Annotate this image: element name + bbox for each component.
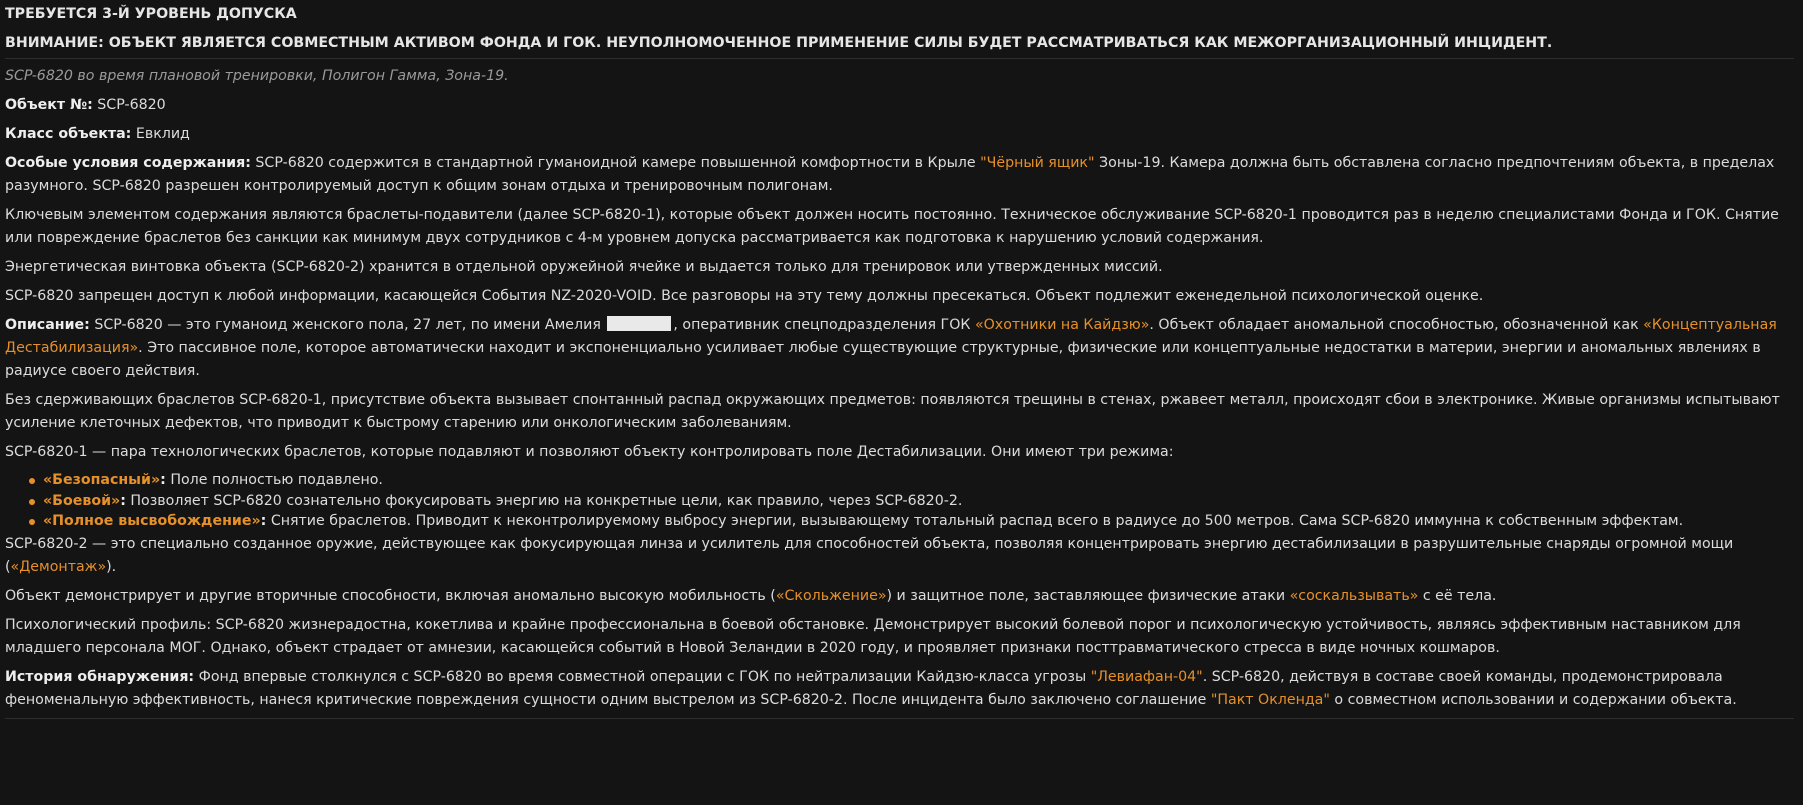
mode-colon: : bbox=[120, 492, 126, 509]
dismantle-link[interactable]: «Демонтаж» bbox=[10, 558, 107, 575]
object-class bbox=[5, 123, 1794, 146]
modes-list bbox=[5, 470, 1794, 532]
psych-profile: Психологический профиль: SCP-6820 жизнерадостна, кокетлива и крайне профессиональна в боевой обстановке. Демонстрирует высокий болевой порог и психологическую устойчивость, являясь эффективным наставником для младшего персонала МОГ. Однако, объект страдает от амнезии, касающейся событий в Новой Зеландии в 2020 году, и проявляет признаки посттравматического стресса в виде ночных кошмаров. bbox=[5, 616, 1741, 656]
mode-text: Поле полностью подавлено. bbox=[165, 472, 383, 488]
containment-procedures bbox=[5, 152, 1794, 198]
glide-link[interactable]: «Скольжение» bbox=[775, 587, 887, 604]
object-class-label: Класс объекта: bbox=[5, 126, 132, 142]
p5-text-a: Объект демонстрирует и другие вторичные способности, включая аномально высокую мобильность ( bbox=[5, 587, 776, 604]
p4-text-a: SCP-6820-2 — это специально созданное оружие, действующее как фокусирующая линза и усилитель для способностей объекта, позволяя концентрировать энергию дестабилизации в разрушительные снаряды огромной мощи ( bbox=[5, 535, 1734, 575]
item-number-label: Объект №: bbox=[5, 97, 93, 113]
description-text-b: , оперативник спецподразделения ГОК bbox=[673, 317, 975, 333]
mode-text: Позволяет SCP-6820 сознательно фокусировать энергию на конкретные цели, как правило, через SCP-6820-2. bbox=[125, 492, 963, 509]
discovery-history bbox=[5, 666, 1794, 712]
containment-text-a: SCP-6820 содержится в стандартной гуманоидной камере повышенной комфортности в Крыле bbox=[250, 155, 981, 171]
clearance-notice: ТРЕБУЕТСЯ 3-Й УРОВЕНЬ ДОПУСКА bbox=[5, 6, 297, 22]
p5-text-b: ) и защитное поле, заставляющее физические атаки bbox=[886, 587, 1290, 604]
object-class-value: Евклид bbox=[131, 126, 190, 142]
description-text-a: SCP-6820 — это гуманоид женского пола, 27 лет, по имени Амелия bbox=[89, 317, 606, 333]
auckland-pact-link[interactable]: "Пакт Окленда" bbox=[1210, 691, 1330, 708]
description-text-c: . Объект обладает аномальной способностью, обозначенной как bbox=[1149, 317, 1644, 333]
mode-full-release-link[interactable]: «Полное высвобождение» bbox=[43, 513, 261, 529]
description-text-d: . Это пассивное поле, которое автоматически находит и экспоненциально усиливает любые существующие структурные, физические или концептуальные недостатки в материи, энергии и аномальных явлениях в радиусе своего действия. bbox=[5, 340, 1761, 379]
discovery-text-b: . SCP-6820, действуя в составе своей команды, продемонстрировала феноменальную эффективность, нанеся критические повреждения сущности одним выстрелом из SCP-6820-2. После инцидента было заключено соглашение bbox=[5, 668, 1723, 708]
slide-off-link[interactable]: «соскальзывать» bbox=[1289, 587, 1419, 604]
containment-paragraph-2: Ключевым элементом содержания являются браслеты-подавители (далее SCP-6820-1), которые объект должен носить постоянно. Техническое обслуживание SCP-6820-1 проводится раз в неделю специалистами Фонда и ГОК. Снятие или повреждение браслетов без санкции как минимум двух сотрудников с 4-м уровнем допуска рассматривается как подготовка к нарушению условий содержания. bbox=[5, 207, 1779, 246]
list-item bbox=[43, 491, 1794, 512]
mode-text: Снятие браслетов. Приводит к неконтролируемому выбросу энергии, вызывающему тотальный распад всего в радиусе до 500 метров. Сама SCP-6820 иммунна к собственным эффектам. bbox=[266, 513, 1684, 529]
mode-colon: : bbox=[160, 472, 166, 488]
header-divider bbox=[5, 58, 1794, 59]
containment-label: Особые условия содержания: bbox=[5, 155, 251, 171]
description-label: Описание: bbox=[5, 317, 90, 333]
list-item bbox=[43, 511, 1794, 532]
p4-text-b: ). bbox=[106, 558, 117, 575]
mode-combat-link[interactable]: «Боевой» bbox=[43, 492, 121, 509]
description-paragraph-2: Без сдерживающих браслетов SCP-6820-1, присутствие объекта вызывает спонтанный распад окружающих предметов: появляются трещины в стенах, ржавеет металл, происходят сбои в электронике. Живые организмы испытывают усиление клеточных дефектов, что приводит к быстрому старению или онкологическим заболеваниям. bbox=[5, 392, 1780, 431]
description-paragraph-5 bbox=[5, 585, 1794, 608]
discovery-label: История обнаружения: bbox=[5, 668, 195, 685]
containment-paragraph-3: Энергетическая винтовка объекта (SCP-6820-2) хранится в отдельной оружейной ячейке и выдается только для тренировок или утвержденных миссий. bbox=[5, 259, 1163, 275]
mode-safe-link[interactable]: «Безопасный» bbox=[43, 472, 161, 488]
list-item bbox=[43, 470, 1794, 491]
item-number-value: SCP-6820 bbox=[92, 97, 166, 113]
footer-divider bbox=[5, 718, 1794, 719]
p5-text-c: с её тела. bbox=[1418, 587, 1497, 604]
item-number bbox=[5, 94, 1794, 117]
warning-notice: ВНИМАНИЕ: ОБЪЕКТ ЯВЛЯЕТСЯ СОВМЕСТНЫМ АКТИВОМ ФОНДА И ГОК. НЕУПОЛНОМОЧЕННОЕ ПРИМЕНЕНИЕ СИЛЫ БУДЕТ РАССМАТРИВАТЬСЯ КАК МЕЖОРГАНИЗАЦИОННЫЙ ИНЦИДЕНТ. bbox=[5, 35, 1553, 51]
discovery-text-c: о совместном использовании и содержании объекта. bbox=[1329, 691, 1737, 708]
description-paragraph-4 bbox=[5, 533, 1794, 579]
description-paragraph-3: SCP-6820-1 — пара технологических браслетов, которые подавляют и позволяют объекту контролировать поле Дестабилизации. Они имеют три режима: bbox=[5, 444, 1174, 460]
conceptual-destabilization-link[interactable]: «Концептуальная Дестабилизация» bbox=[5, 317, 1777, 356]
leviathan-link[interactable]: "Левиафан-04" bbox=[1090, 668, 1203, 685]
containment-text-b: Зоны-19. Камера должна быть обставлена согласно предпочтениям объекта, в пределах разумного. SCP-6820 разрешен контролируемый доступ к общим зонам отдыха и тренировочным полигонам. bbox=[5, 155, 1775, 194]
containment-paragraph-4: SCP-6820 запрещен доступ к любой информации, касающейся События NZ-2020-VOID. Все разговоры на эту тему должны пресекаться. Объект подлежит еженедельной психологической оценке. bbox=[5, 288, 1484, 304]
discovery-text-a: Фонд впервые столкнулся с SCP-6820 во время совместной операции с ГОК по нейтрализации Кайдзю-класса угрозы bbox=[194, 668, 1091, 685]
description bbox=[5, 314, 1794, 383]
black-box-link[interactable]: "Чёрный ящик" bbox=[980, 155, 1095, 171]
redacted-name bbox=[607, 316, 671, 331]
mode-colon: : bbox=[260, 513, 267, 529]
kaiju-hunters-link[interactable]: «Охотники на Кайдзю» bbox=[974, 317, 1150, 333]
modes-list-wrap bbox=[5, 470, 1794, 532]
image-caption: SCP-6820 во время плановой тренировки, Полигон Гамма, Зона-19. bbox=[5, 68, 509, 84]
